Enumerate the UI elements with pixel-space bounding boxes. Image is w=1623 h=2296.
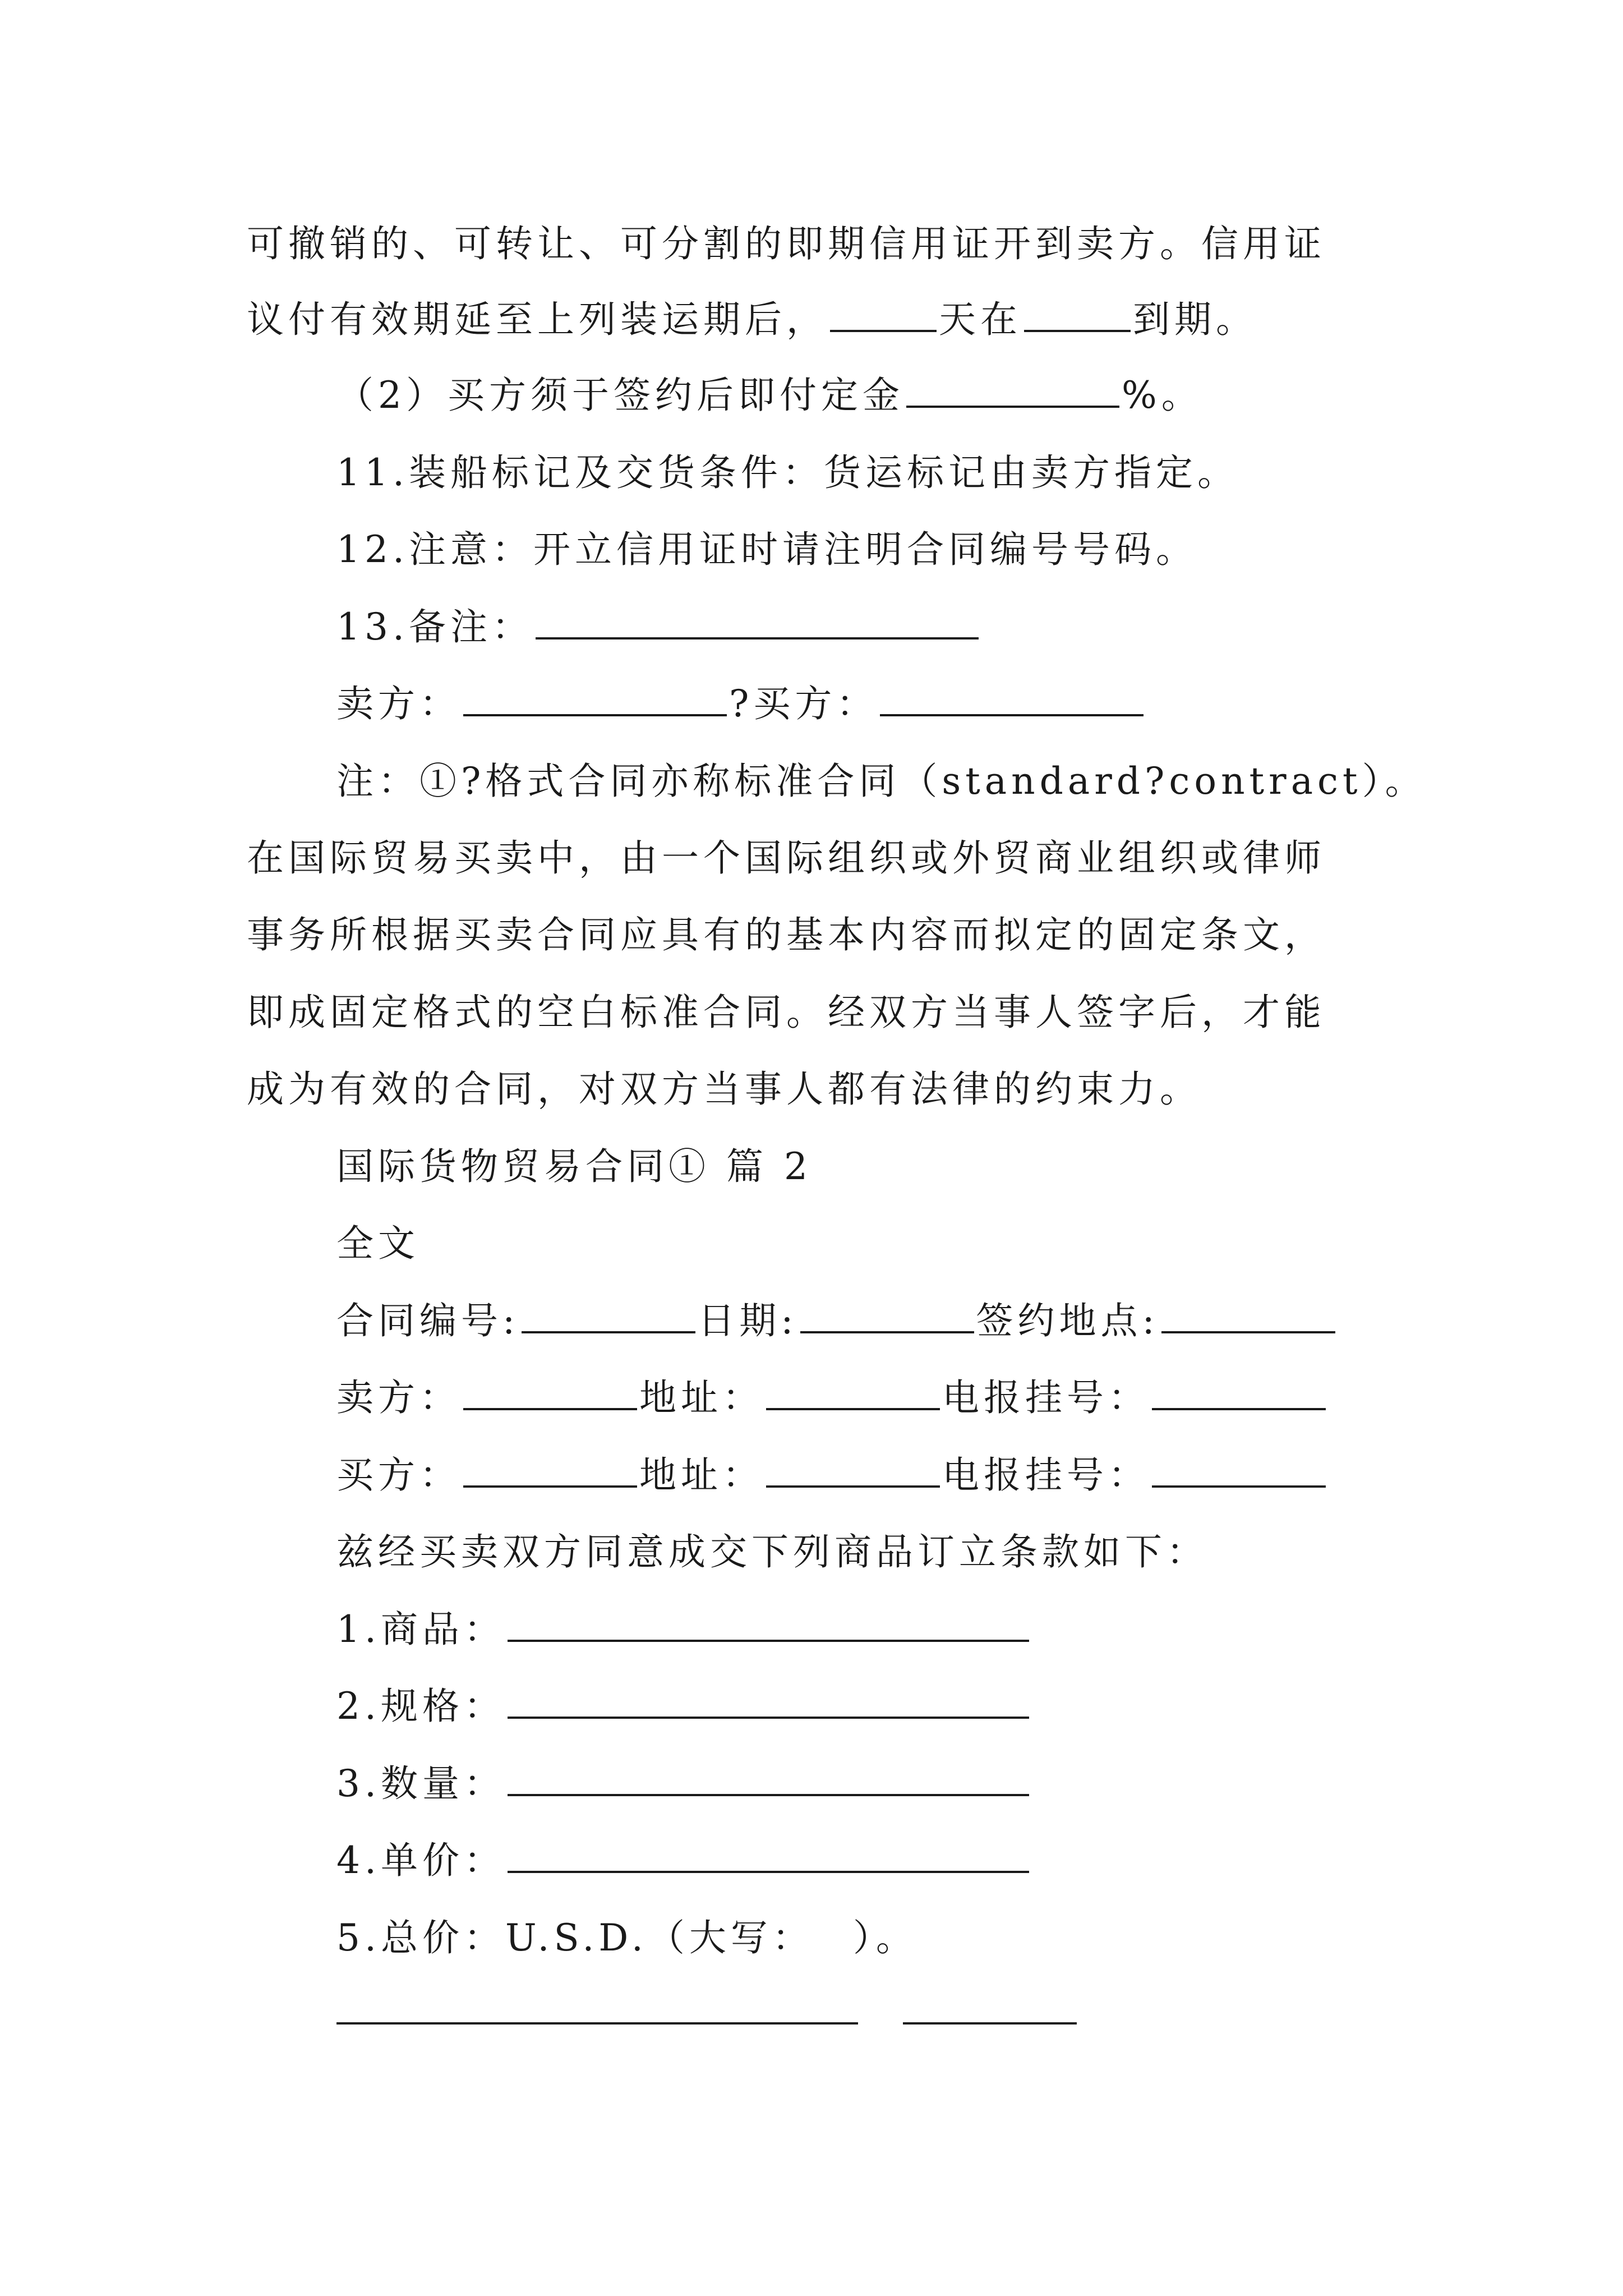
text: 注：①?格式合同亦称标准合同（standard?contract）。 — [336, 760, 1427, 803]
underline-rule — [903, 2022, 1077, 2024]
text: 卖方： — [336, 682, 461, 725]
seller-address-field[interactable] — [766, 1377, 940, 1410]
paragraph-line — [0, 292, 1623, 348]
buyer-name-field[interactable] — [463, 1454, 637, 1488]
text: ?买方： — [729, 682, 878, 725]
date-field[interactable] — [800, 1300, 974, 1333]
contract-number-field[interactable] — [522, 1300, 695, 1333]
signature-line — [0, 676, 1623, 732]
specification-field[interactable] — [508, 1685, 1029, 1719]
text: 买方： — [336, 1453, 461, 1497]
text: 地址： — [639, 1376, 764, 1419]
buyer-field[interactable] — [880, 683, 1144, 716]
signing-place-field[interactable] — [1161, 1300, 1335, 1333]
text: 电报挂号： — [942, 1376, 1150, 1419]
text: 全文 — [336, 1222, 419, 1265]
blank-field[interactable] — [1024, 298, 1131, 332]
clause-11 — [0, 445, 1623, 501]
seller-field[interactable] — [463, 683, 727, 716]
text: 4.单价： — [336, 1839, 505, 1882]
paragraph-line — [0, 830, 1623, 886]
text: （2）买方须于签约后即付定金 — [336, 374, 904, 417]
text: 可撤销的、可转让、可分割的即期信用证开到卖方。信用证 — [247, 222, 1326, 265]
agreement-line — [0, 1524, 1623, 1580]
text: 5.总价：U.S.D.（大写： ）。 — [336, 1916, 917, 1959]
text: 在国际贸易买卖中，由一个国际组织或外贸商业组织或律师 — [247, 836, 1326, 880]
text: 地址： — [639, 1453, 764, 1497]
text: 3.数量： — [336, 1762, 505, 1805]
text: 事务所根据买卖合同应具有的基本内容而拟定的固定条文， — [247, 913, 1326, 956]
seller-cable-field[interactable] — [1152, 1377, 1326, 1410]
seller-info-line — [0, 1370, 1623, 1426]
contract-info-line — [0, 1293, 1623, 1349]
note-line — [0, 753, 1623, 809]
paragraph-line — [0, 984, 1623, 1041]
text: 到期。 — [1133, 298, 1257, 341]
text: 签约地点: — [976, 1299, 1159, 1342]
text: 议付有效期延至上列装运期后， — [247, 298, 828, 341]
commodity-field[interactable] — [508, 1608, 1029, 1642]
text: 日期: — [698, 1299, 798, 1342]
text: 卖方： — [336, 1376, 461, 1419]
seller-name-field[interactable] — [463, 1377, 637, 1410]
buyer-address-field[interactable] — [766, 1454, 940, 1488]
underline-rule — [336, 2022, 858, 2024]
buyer-cable-field[interactable] — [1152, 1454, 1326, 1488]
unit-price-field[interactable] — [508, 1839, 1029, 1873]
remarks-field[interactable] — [536, 606, 979, 639]
item-line — [0, 1910, 1623, 1966]
text: 成为有效的合同，对双方当事人都有法律的约束力。 — [247, 1068, 1201, 1111]
text: 即成固定格式的空白标准合同。经双方当事人签字后，才能 — [247, 991, 1326, 1034]
paragraph-line — [0, 907, 1623, 963]
section-subheading — [0, 1216, 1623, 1272]
text: 11.装船标记及交货条件：货运标记由卖方指定。 — [336, 451, 1239, 494]
text: 国际货物贸易合同① 篇 2 — [336, 1145, 812, 1188]
clause-line — [0, 367, 1623, 424]
text: 12.注意：开立信用证时请注明合同编号号码。 — [336, 528, 1197, 571]
clause-12 — [0, 522, 1623, 578]
text: 1.商品： — [336, 1608, 505, 1651]
text: 兹经买卖双方同意成交下列商品订立条款如下： — [336, 1530, 1208, 1573]
paragraph-line — [0, 1061, 1623, 1117]
text: 2.规格： — [336, 1685, 505, 1728]
item-line — [0, 1602, 1623, 1658]
item-line — [0, 1833, 1623, 1889]
quantity-field[interactable] — [508, 1763, 1029, 1796]
deposit-percent-field[interactable] — [906, 374, 1119, 408]
text: 天在 — [939, 298, 1022, 341]
buyer-info-line — [0, 1447, 1623, 1503]
blank-field[interactable] — [830, 298, 937, 332]
item-line — [0, 1678, 1623, 1734]
text: 13.备注： — [336, 605, 533, 648]
item-line — [0, 1756, 1623, 1812]
section-heading — [0, 1139, 1623, 1195]
clause-13 — [0, 599, 1623, 655]
text: 电报挂号： — [942, 1453, 1150, 1497]
text: 合同编号: — [336, 1299, 520, 1342]
paragraph-line — [0, 216, 1623, 272]
text: %。 — [1122, 374, 1203, 417]
